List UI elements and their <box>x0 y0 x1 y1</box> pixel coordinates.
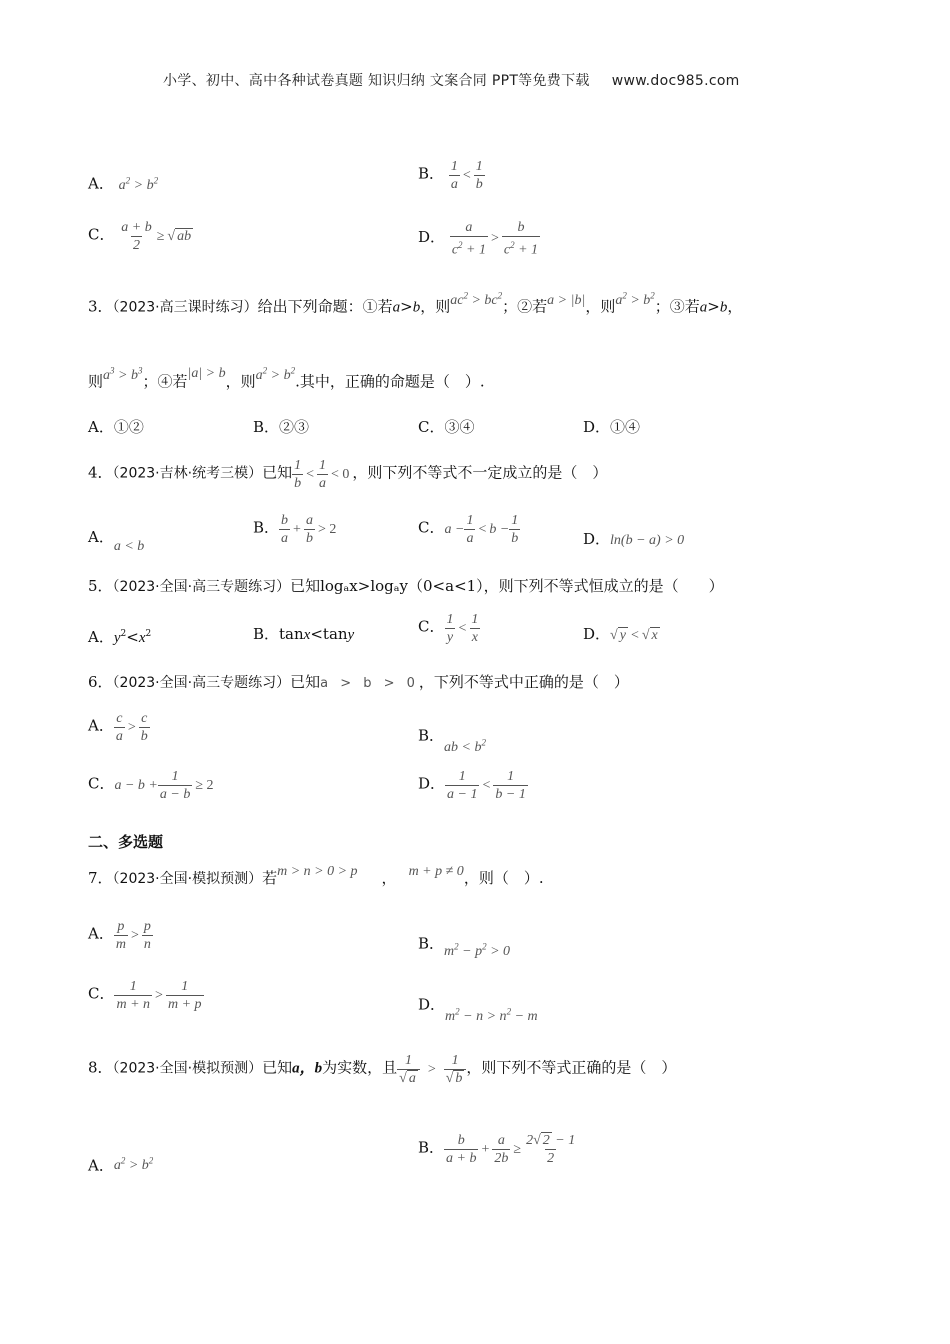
section-title-multi-choice: 二、多选题 <box>88 833 164 851</box>
q3-option-c: C．③④ <box>418 418 475 436</box>
q4-option-d: D．ln(b − a) > 0 <box>583 530 685 548</box>
q2-option-a-math: $a^2 > b^2$ <box>118 175 159 193</box>
q3-source: （2023·高三课时练习） <box>112 299 258 316</box>
q5-source: （2023·全国·高三专题练习） <box>112 579 291 595</box>
q8-option-a: A．$a^2 > b^2$ <box>88 1155 154 1175</box>
q5-option-d: D．√ y < √ x <box>583 625 658 643</box>
header-site-link[interactable]: www.doc985.com <box>611 73 740 89</box>
q7-option-c: C． $\frac{1}{m + n}$ > $\frac{1}{m + p}$ <box>88 979 202 1012</box>
q2-option-a: A． $a^2 > b^2$ <box>88 174 159 193</box>
q2-option-c-math: $\frac{a + b}{2}$ ≥ √ ab <box>121 220 192 253</box>
q2-option-b: B． $\frac{1}{a}$ < $\frac{1}{b}$ <box>418 159 483 192</box>
page-header <box>163 70 740 90</box>
q7-option-d: D．$m^2 - n > n^2 - m$ <box>418 995 538 1024</box>
q8-source: （2023·全国·模拟预测） <box>112 1060 263 1077</box>
q7-option-b: B．$m^2 - p^2 > 0$ <box>418 934 511 959</box>
q7-source: （2023·全国·模拟预测） <box>112 871 263 887</box>
q5-stem: 5．（2023·全国·高三专题练习）已知logₐx>logₐy（0<a<1），则下列不等式恒成立的是（ ） <box>88 577 724 595</box>
q6-stem: 6．（2023·全国·高三专题练习）已知a > b > 0，下列不等式中正确的是（ ） <box>88 673 629 691</box>
q4-source: （2023·吉林·统考三模） <box>112 465 263 482</box>
q3-stem-line2: 则$a^3 > b^3$；④若|a| > b，则$a^2 > b^2$.其中，正确的命题是（ ）. <box>88 365 485 391</box>
q2-option-c: C． $\frac{a + b}{2}$ ≥ √ ab <box>88 220 192 253</box>
q5-option-b: B．tanx<tany <box>253 625 355 643</box>
q4-option-b: B． $\frac{b}{a}$ + $\frac{a}{b}$ > 2 <box>253 513 337 546</box>
q2-option-d-math: $\frac{a}{c^2 + 1}$ > $\frac{b}{c^2 + 1}$ <box>451 220 539 258</box>
q7-option-a: A． $\frac{p}{m}$ > $\frac{p}{n}$ <box>88 919 151 952</box>
q8-stem: 8．（2023·全国·模拟预测）已知a，b为实数，且 $\frac{1}{√ a}$ > $\frac{1}{√ b}$ ，则下列不等式正确的是（ ） <box>88 1053 677 1086</box>
q8-option-b: B． $\frac{b}{a + b}$ + $\frac{a}{2b}$ ≥ $\frac{2√ 2 - 1}{2}$ <box>418 1133 576 1166</box>
q4-stem: 4．（2023·吉林·统考三模）已知 $\frac{1}{b}$ < $\frac{1}{a}$ < 0 ，则下列不等式不一定成立的是（ ） <box>88 458 608 491</box>
q6-option-d: D． $\frac{1}{a - 1}$ < $\frac{1}{b - 1}$ <box>418 769 526 802</box>
q7-stem: 7．（2023·全国·模拟预测）若m > n > 0 > p ， m + p ≠ 0，则（ ）. <box>88 864 544 887</box>
header-title: 小学、初中、高中各种试卷真题 知识归纳 文案合同 PPT等免费下载 <box>163 73 590 89</box>
q3-stem-line1: 3．（2023·高三课时练习）给出下列命题：①若a>b，则$ac^2 > bc^2$；②若a > |b|，则$a^2 > b^2$；③若a>b， <box>88 290 743 316</box>
q3-option-a: A．①② <box>88 418 144 436</box>
q3-option-b: B．②③ <box>253 418 310 436</box>
q6-source: （2023·全国·高三专题练习） <box>112 675 291 691</box>
q2-option-b-math: $\frac{1}{a}$ < $\frac{1}{b}$ <box>450 159 483 192</box>
q5-option-c: C． $\frac{1}{y}$ < $\frac{1}{x}$ <box>418 612 479 645</box>
q6-option-a: A． $\frac{c}{a}$ > $\frac{c}{b}$ <box>88 711 148 744</box>
q6-option-c: C．a − b + $\frac{1}{a - b}$ ≥ 2 <box>88 769 214 802</box>
q3-option-d: D．①④ <box>583 418 641 436</box>
q4-option-a: A．a < b <box>88 528 145 554</box>
q5-option-a: A．$y^2<x^2$ <box>88 628 152 646</box>
q6-option-b: B．ab < $b^2$ <box>418 726 486 755</box>
q4-option-c: C．a − $\frac{1}{a}$ < b − $\frac{1}{b}$ <box>418 513 519 546</box>
q2-option-d: D． $\frac{a}{c^2 + 1}$ > $\frac{b}{c^2 + 1}$ <box>418 220 539 258</box>
